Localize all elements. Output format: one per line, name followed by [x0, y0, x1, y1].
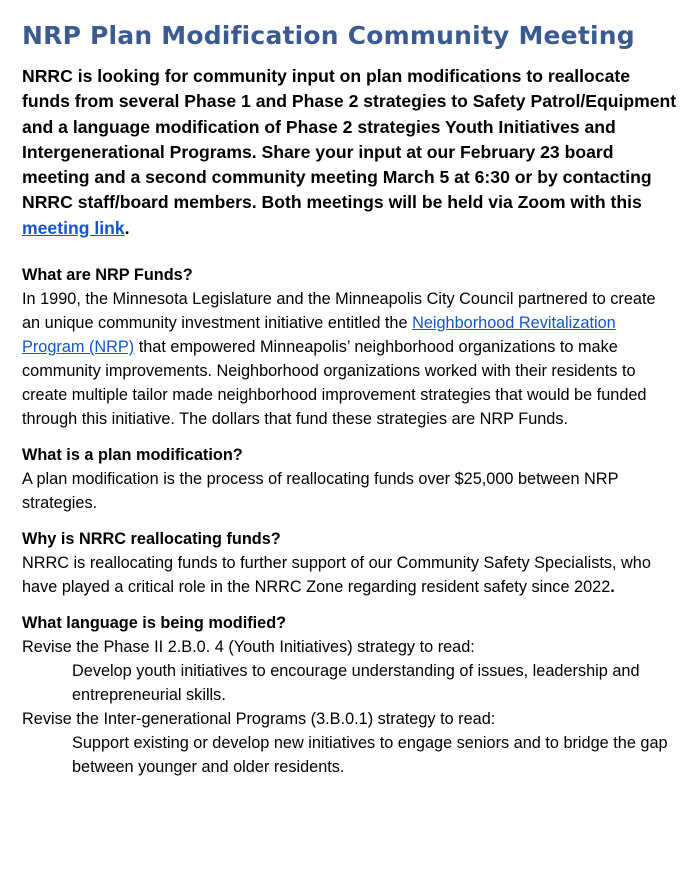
quote-intergenerational-programs: Support existing or develop new initiatives to engage seniors and to bridge the gap between younger and older residents. — [72, 734, 668, 777]
intro-text: NRRC is looking for community input on plan modifications to reallocate funds from several Phase 1 and Phase 2 strategies to Safety Patrol/Equipment and a language modification of Phase 2 strategies Youth Initiatives and Intergenerational Programs. Share your input at our February 23 board meeting and a second community meeting March 5 at 6:30 or by contacting NRRC staff/board members. Both meetings will be held via Zoom with this — [22, 66, 677, 213]
section-heading-language-modified: What language is being modified? — [22, 614, 287, 633]
page-title: NRP Plan Modification Community Meeting — [22, 21, 635, 50]
section-heading-nrp-funds: What are NRP Funds? — [22, 266, 193, 285]
revise-intergenerational-programs: Revise the Inter-generational Programs (3.B.0.1) strategy to read: — [22, 710, 496, 729]
meeting-link[interactable]: meeting link — [22, 217, 125, 238]
intro-suffix: . — [124, 217, 130, 238]
why-reallocating-text: NRRC is reallocating funds to further support of our Community Safety Specialists, who have played a critical role in the NRRC Zone regarding resident safety since 2022 — [22, 554, 651, 597]
nrp-funds-text-before: In 1990, the Minnesota Legislature and the Minneapolis City Council partnered to create an unique community investment initiative entitled the — [22, 290, 656, 333]
revise-youth-initiatives: Revise the Phase II 2.B.0. 4 (Youth Initiatives) strategy to read: — [22, 638, 475, 657]
section-why-reallocating — [22, 527, 678, 599]
section-heading-plan-modification: What is a plan modification? — [22, 446, 243, 465]
section-plan-modification — [22, 443, 678, 515]
intro-paragraph — [22, 64, 678, 241]
section-body-why-reallocating — [22, 551, 678, 599]
section-body-plan-modification: A plan modification is the process of reallocating funds over $25,000 between NRP strategies. — [22, 470, 619, 513]
nrp-program-link[interactable]: Neighborhood Revitalization Program (NRP) — [22, 314, 616, 357]
why-reallocating-period: . — [610, 578, 615, 597]
section-body-nrp-funds — [22, 287, 678, 431]
quote-youth-initiatives: Develop youth initiatives to encourage understanding of issues, leadership and entrepreneurial skills. — [72, 662, 640, 705]
nrp-funds-text-after: that empowered Minneapolis’ neighborhood organizations to make community improvements. Neighborhood organizations worked with their residents to create multiple tailor made neighborhood improvement strategies that would be funded through this initiative. The dollars that fund these strategies are NRP Funds. — [22, 338, 647, 429]
section-heading-why-reallocating: Why is NRRC reallocating funds? — [22, 530, 281, 549]
section-nrp-funds — [22, 263, 678, 431]
section-language-modified — [22, 611, 678, 779]
